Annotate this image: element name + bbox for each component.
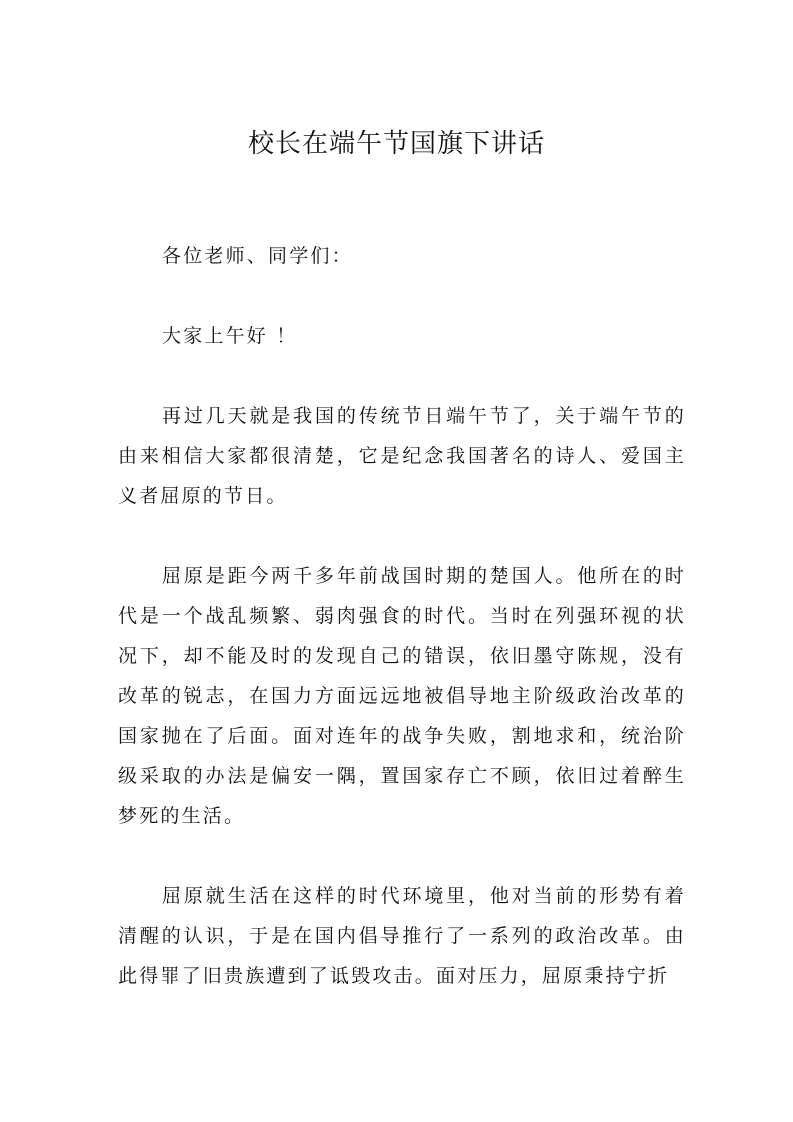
paragraph-salutation: 大家上午好 ！	[162, 325, 298, 347]
document-title: 校长在端午节国旗下讲话	[247, 129, 545, 159]
paragraph-greeting: 各位老师、同学们：	[162, 245, 353, 267]
paragraph-background: 屈原是距今两千多年前战国时期的楚国人。他所在的时代是一个战乱频繁、弱肉强食的时代。当时在列强环视的状况下，却不能及时的发现自己的错误，依旧墨守陈规，没有改革的锐志，在国力方面远远地被倡导地主阶级政治改革的国家抛在了后面。面对连年的战争失败，割地求和，统治阶级采取的办法是偏安一隅，置国家存亡不顾，依旧过着醉生梦死的生活。	[118, 565, 686, 827]
paragraph-intro: 再过几天就是我国的传统节日端午节了，关于端午节的由来相信大家都很清楚，它是纪念我国著名的诗人、爱国主义者屈原的节日。	[118, 405, 686, 507]
document-body	[118, 236, 686, 996]
paragraph-reform: 屈原就生活在这样的时代环境里，他对当前的形势有着清醒的认识，于是在国内倡导推行了一系列的政治改革。由此得罪了旧贵族遭到了诋毁攻击。面对压力，屈原秉持宁折	[118, 885, 686, 987]
